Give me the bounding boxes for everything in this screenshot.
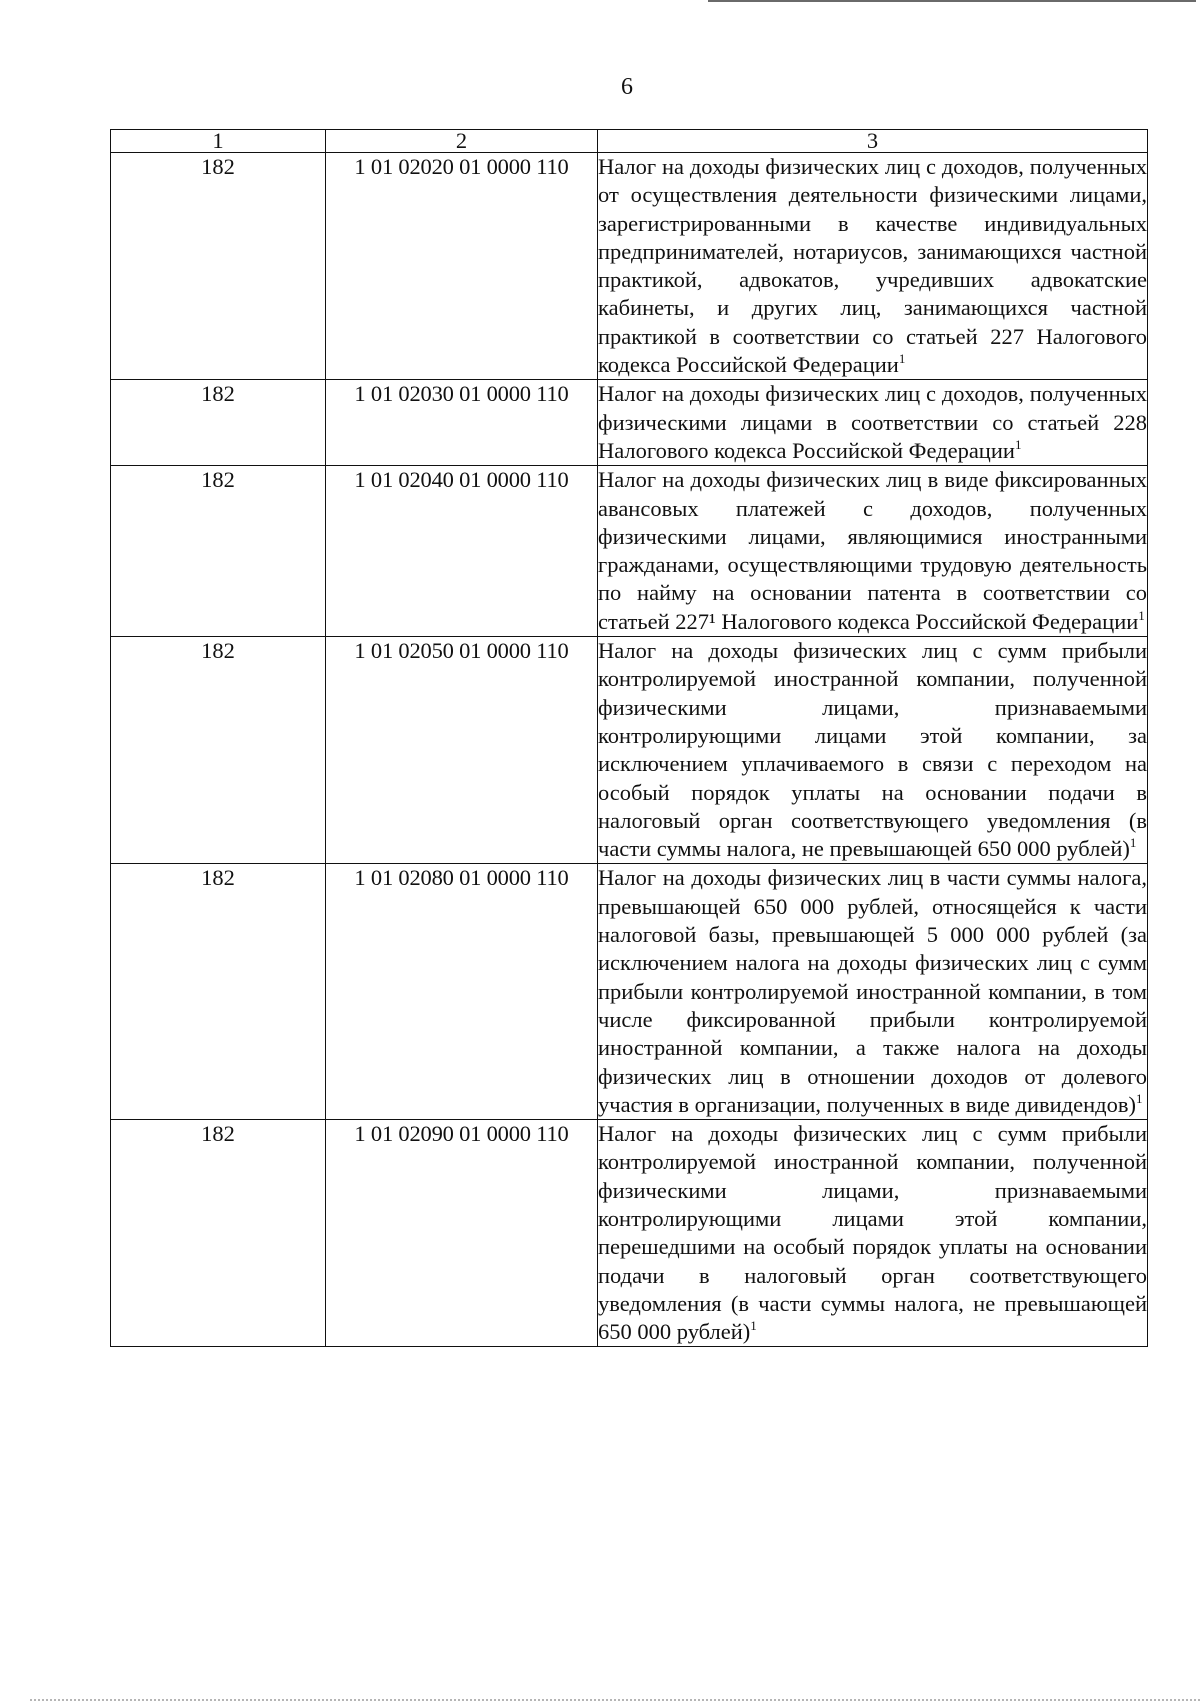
table-row	[111, 637, 1148, 864]
description-cell	[598, 864, 1148, 1120]
budget-code-cell: 1 01 02040 01 0000 110	[326, 466, 598, 637]
budget-code-cell: 1 01 02020 01 0000 110	[326, 153, 598, 380]
admin-code-cell: 182	[111, 466, 326, 637]
budget-code-cell: 1 01 02080 01 0000 110	[326, 864, 598, 1120]
description-text: Налог на доходы физических лиц в виде фиксированных авансовых платежей с доходов, полученных физическими лицами, являющимися иностранными гражданами, осуществляющими трудовую деятельность по найму на основании патента в соответствии со статьей 227¹ Налогового кодекса Российской Федерации	[598, 467, 1147, 634]
description-cell	[598, 637, 1148, 864]
column-header-3: 3	[598, 130, 1148, 153]
description-cell	[598, 466, 1148, 637]
column-header-1: 1	[111, 130, 326, 153]
budget-code-cell: 1 01 02050 01 0000 110	[326, 637, 598, 864]
footnote-mark: 1	[750, 1318, 757, 1334]
description-text: Налог на доходы физических лиц в части суммы налога, превышающей 650 000 рублей, относящейся к части налоговой базы, превышающей 5 000 000 рублей (за исключением налога на доходы физических лиц с сумм прибыли контролируемой иностранной компании, в том числе фиксированной прибыли контролируемой иностранной компании, а также налога на доходы физических лиц в отношении доходов от долевого участия в организации, полученных в виде дивидендов)	[598, 865, 1147, 1117]
column-header-2: 2	[326, 130, 598, 153]
scan-edge-line-bottom	[30, 1699, 1200, 1701]
scan-edge-line-top	[708, 0, 1196, 2]
budget-code-cell: 1 01 02030 01 0000 110	[326, 380, 598, 466]
budget-codes-table	[110, 129, 1148, 1347]
description-cell	[598, 1120, 1148, 1347]
description-text: Налог на доходы физических лиц с сумм прибыли контролируемой иностранной компании, полученной физическими лицами, признаваемыми контролирующими лицами этой компании, за исключением уплачиваемого в связи с переходом на особый порядок уплаты на основании подачи в налоговый орган соответствующего уведомления (в части суммы налога, не превышающей 650 000 рублей)	[598, 638, 1147, 862]
footnote-mark: 1	[1129, 835, 1137, 851]
description-cell	[598, 380, 1148, 466]
admin-code-cell: 182	[111, 864, 326, 1120]
description-text: Налог на доходы физических лиц с доходов, полученных от осуществления деятельности физическими лицами, зарегистрированными в качестве индивидуальных предпринимателей, нотариусов, занимающихся частной практикой, адвокатов, учредивших адвокатские кабинеты, и других лиц, занимающихся частной практикой в соответствии со статьей 227 Налогового кодекса Российской Федерации	[598, 154, 1147, 378]
page-number: 6	[621, 74, 633, 100]
table-row	[111, 466, 1148, 637]
footnote-mark: 1	[1014, 436, 1022, 452]
admin-code-cell: 182	[111, 637, 326, 864]
footnote-mark: 1	[898, 351, 906, 367]
footnote-mark: 1	[1135, 1090, 1143, 1106]
footnote-mark: 1	[1138, 607, 1145, 623]
table-row	[111, 1120, 1148, 1347]
admin-code-cell: 182	[111, 153, 326, 380]
admin-code-cell: 182	[111, 380, 326, 466]
table-row	[111, 380, 1148, 466]
budget-code-cell: 1 01 02090 01 0000 110	[326, 1120, 598, 1347]
description-text: Налог на доходы физических лиц с сумм прибыли контролируемой иностранной компании, полученной физическими лицами, признаваемыми контролирующими лицами этой компании, перешедшими на особый порядок уплаты на основании подачи в налоговый орган соответствующего уведомления (в части суммы налога, не превышающей 650 000 рублей)	[598, 1121, 1147, 1345]
description-cell	[598, 153, 1148, 380]
table-row	[111, 864, 1148, 1120]
admin-code-cell: 182	[111, 1120, 326, 1347]
table-row	[111, 153, 1148, 380]
description-text: Налог на доходы физических лиц с доходов, полученных физическими лицами в соответствии со статьей 228 Налогового кодекса Российской Федерации	[598, 381, 1147, 463]
table-header-row	[111, 130, 1148, 153]
